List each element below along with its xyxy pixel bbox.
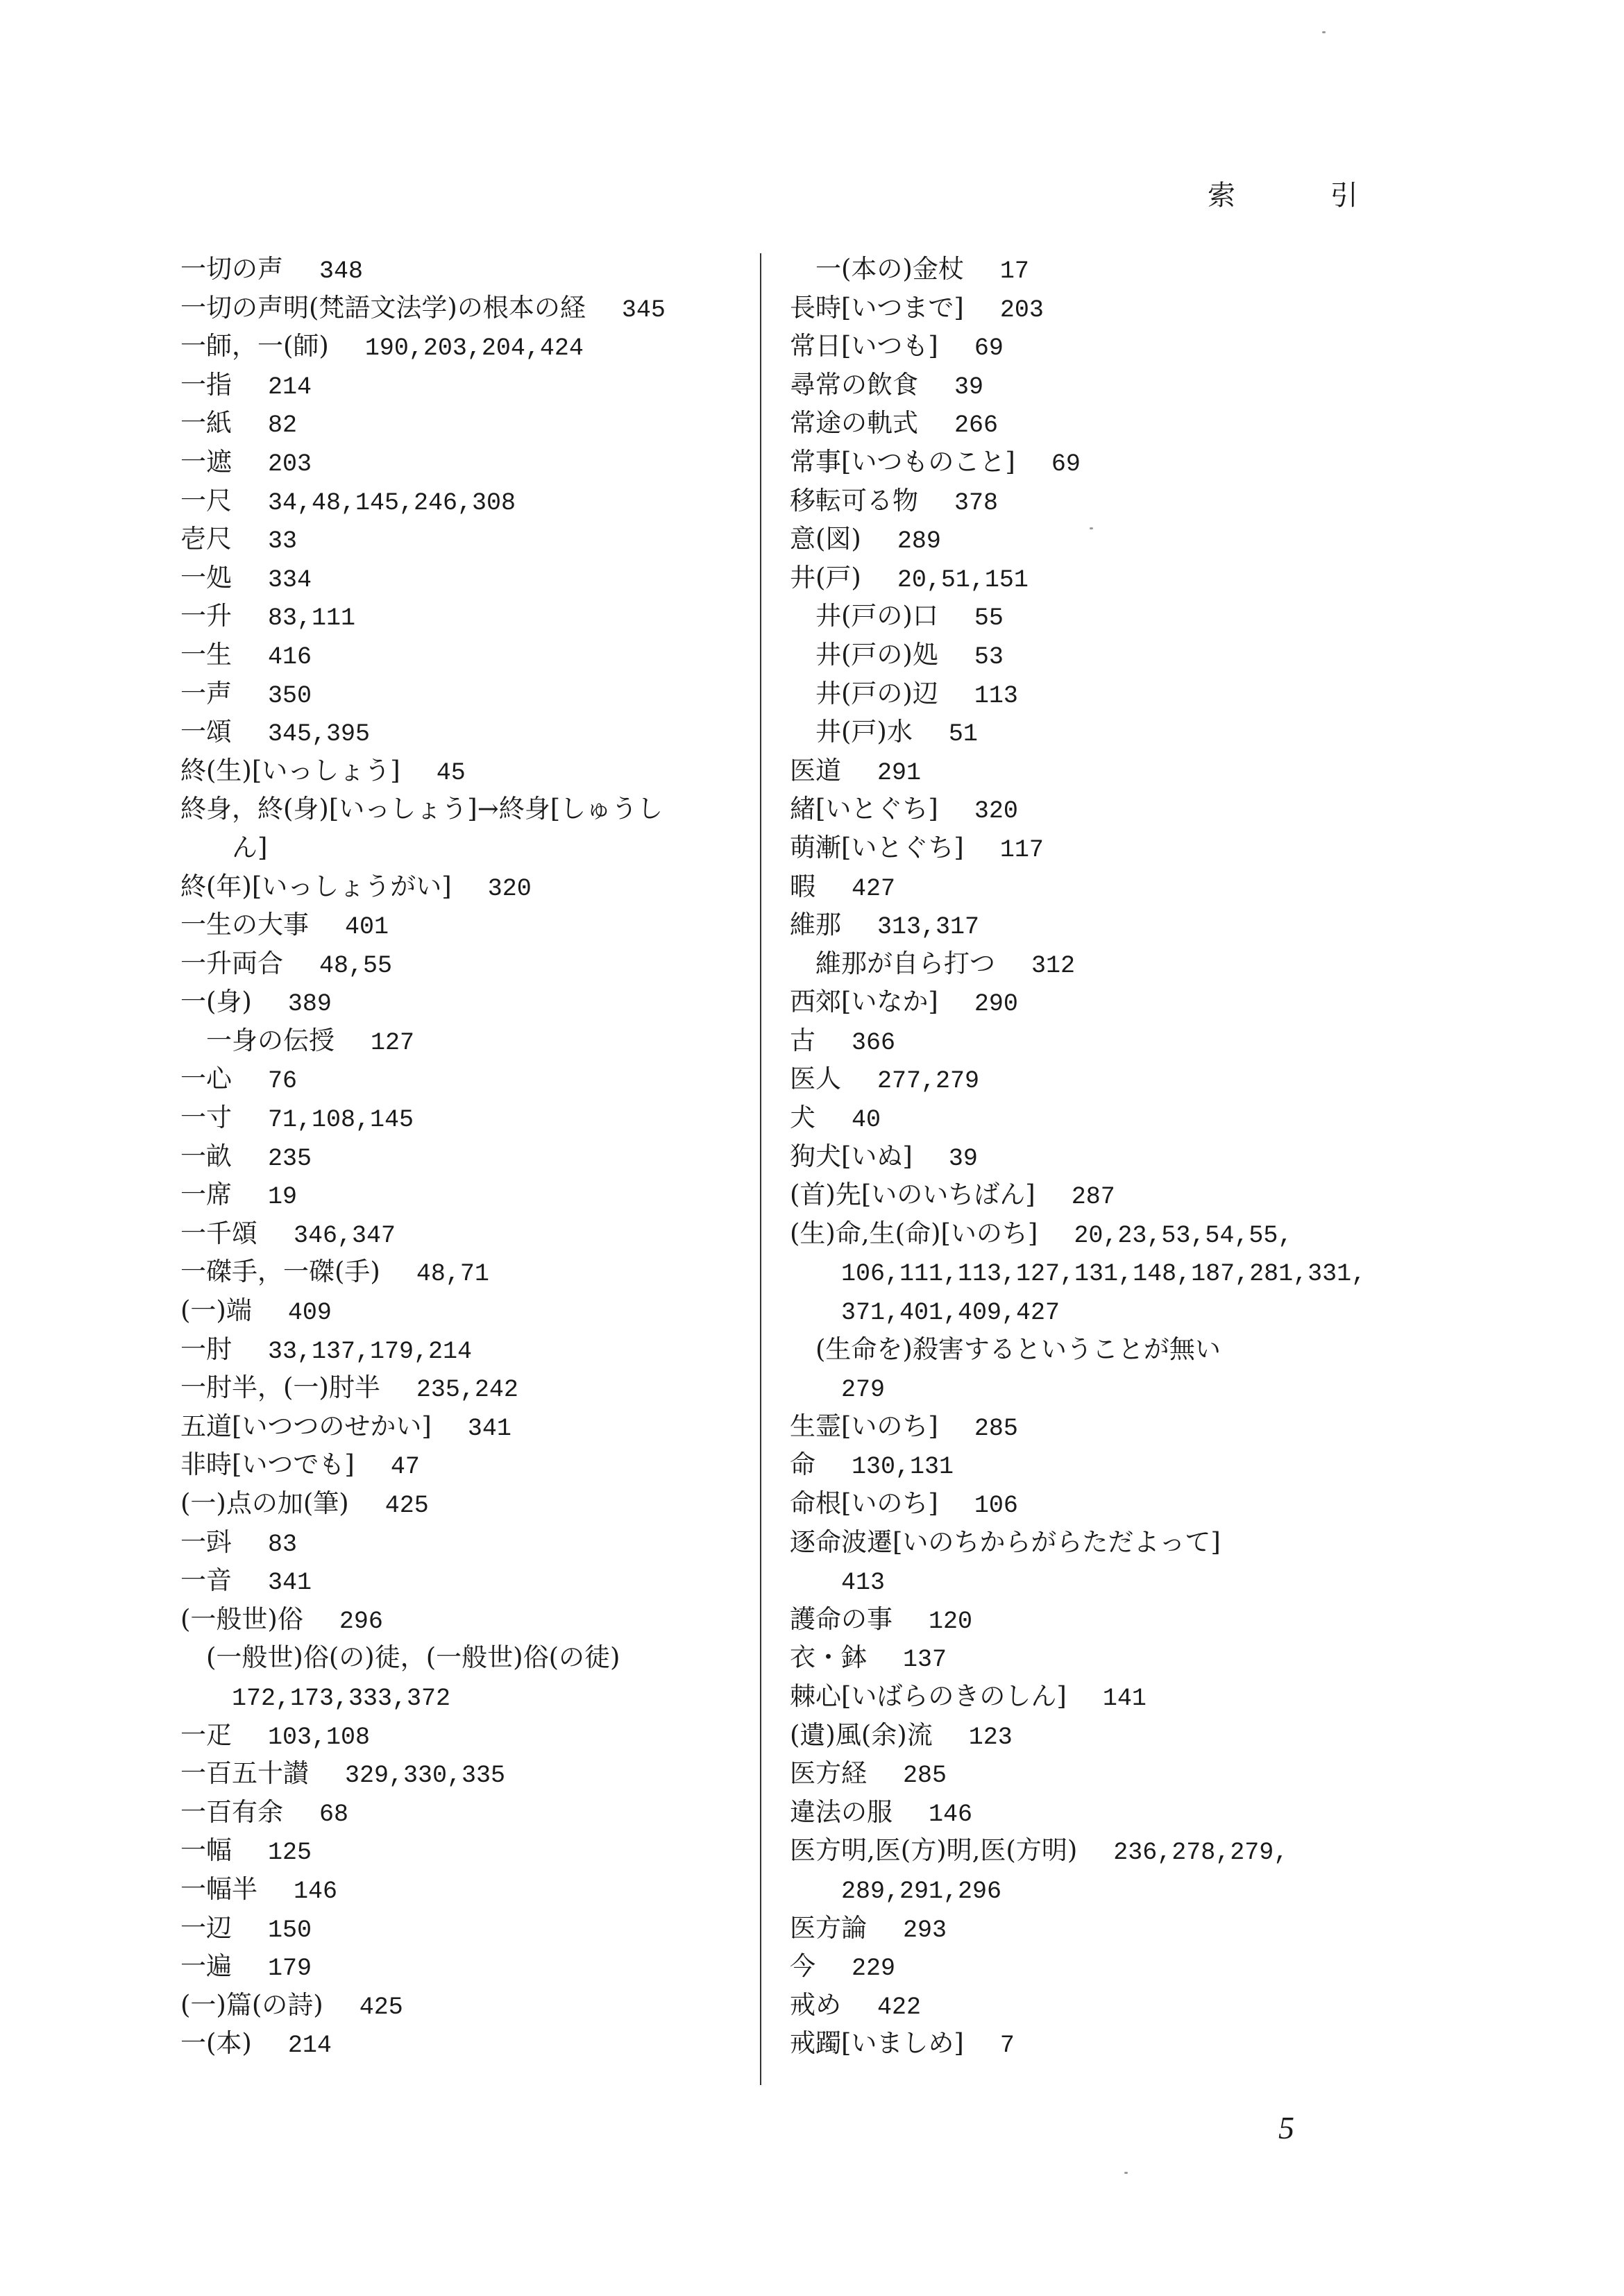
index-pages: 106 bbox=[974, 1492, 1018, 1520]
index-entry bbox=[790, 1060, 1359, 1098]
index-entry bbox=[790, 674, 1359, 713]
index-pages: 33 bbox=[268, 527, 298, 556]
index-pages: 103,108 bbox=[268, 1723, 371, 1751]
index-entry bbox=[790, 559, 1359, 597]
index-pages: 312 bbox=[1031, 951, 1076, 980]
index-entry bbox=[180, 751, 750, 790]
index-entry bbox=[180, 1793, 750, 1832]
index-term: 一肘 bbox=[180, 1334, 232, 1364]
index-entry bbox=[180, 1638, 750, 1677]
index-entry bbox=[180, 1986, 750, 2025]
index-entry bbox=[180, 1021, 750, 1060]
index-pages: 130,131 bbox=[852, 1453, 954, 1481]
index-entry bbox=[180, 867, 750, 906]
index-term: 尋常の飲食 bbox=[790, 369, 918, 400]
index-term: 意(図) bbox=[790, 524, 861, 554]
index-pages: 416 bbox=[268, 643, 312, 671]
index-term: (一)点の加(筆) bbox=[180, 1488, 349, 1518]
page-header: 索 引 bbox=[1208, 180, 1401, 212]
index-entry bbox=[790, 1986, 1359, 2025]
index-entry bbox=[790, 1368, 1359, 1407]
index-term: 一升両合 bbox=[180, 948, 283, 978]
index-entry bbox=[790, 1754, 1359, 1793]
index-entry bbox=[180, 597, 750, 636]
index-entry bbox=[790, 713, 1359, 751]
index-pages: 296 bbox=[339, 1607, 383, 1635]
index-pages: 125 bbox=[268, 1839, 312, 1867]
index-entry bbox=[790, 1793, 1359, 1832]
index-entry bbox=[790, 1523, 1359, 1562]
index-term: 移転可る物 bbox=[790, 485, 918, 516]
index-term: ん] bbox=[232, 832, 268, 862]
index-term: 医方経 bbox=[790, 1758, 867, 1789]
index-entry bbox=[790, 751, 1359, 790]
index-term: 医人 bbox=[790, 1064, 841, 1094]
index-entry bbox=[180, 1677, 750, 1716]
index-term: 一升 bbox=[180, 601, 232, 631]
index-entry bbox=[790, 790, 1359, 828]
index-term: 一肘半，(一)肘半 bbox=[180, 1372, 380, 1403]
index-pages: 141 bbox=[1102, 1684, 1147, 1712]
index-term: 維那 bbox=[790, 910, 841, 940]
index-term: 一生 bbox=[180, 639, 232, 670]
index-pages: 48,55 bbox=[319, 951, 393, 980]
index-term: 非時[いつでも] bbox=[180, 1449, 355, 1480]
index-term: 逐命波遷[いのちからがらただよって] bbox=[790, 1527, 1221, 1557]
index-pages: 69 bbox=[1051, 450, 1081, 478]
index-term: 一切の声明(梵語文法学)の根本の経 bbox=[180, 292, 586, 323]
index-term: 一幅半 bbox=[180, 1873, 257, 1904]
index-term: 一遮 bbox=[180, 446, 232, 477]
index-pages: 341 bbox=[268, 1569, 312, 1597]
index-entry bbox=[180, 1754, 750, 1793]
index-entry bbox=[180, 1291, 750, 1330]
index-entry bbox=[790, 1600, 1359, 1639]
index-pages: 106,111,113,127,131,148,187,281,331, bbox=[841, 1260, 1367, 1289]
index-entry bbox=[180, 1484, 750, 1523]
index-pages: 120 bbox=[929, 1607, 973, 1635]
index-entry bbox=[180, 636, 750, 674]
index-term: 一(本の)金杖 bbox=[815, 254, 964, 284]
index-pages: 350 bbox=[268, 681, 312, 710]
index-term: 護命の事 bbox=[790, 1604, 893, 1634]
index-term: 戒躅[いましめ] bbox=[790, 2028, 964, 2059]
index-pages: 48,71 bbox=[416, 1260, 489, 1289]
index-term: 一疋 bbox=[180, 1719, 232, 1750]
index-term: 暇 bbox=[790, 871, 815, 901]
index-pages: 236,278,279, bbox=[1113, 1839, 1289, 1867]
index-entry bbox=[790, 1947, 1359, 1986]
index-entry bbox=[790, 828, 1359, 867]
index-entry bbox=[180, 828, 750, 867]
index-term: 古 bbox=[790, 1025, 815, 1055]
index-pages: 117 bbox=[999, 835, 1044, 864]
index-pages: 346,347 bbox=[294, 1221, 396, 1250]
index-term: 一生の大事 bbox=[180, 910, 309, 940]
index-pages: 20,23,53,54,55, bbox=[1074, 1221, 1293, 1250]
index-term: 一千頌 bbox=[180, 1218, 257, 1248]
index-term: 終(生)[いっしょう] bbox=[180, 755, 400, 785]
index-term: 井(戸) bbox=[790, 562, 861, 593]
index-entry bbox=[180, 482, 750, 520]
index-term: 狗犬[いぬ] bbox=[790, 1141, 913, 1171]
index-entry bbox=[180, 983, 750, 1021]
index-pages: 39 bbox=[948, 1144, 978, 1173]
index-term: 一指 bbox=[180, 369, 232, 400]
index-pages: 146 bbox=[294, 1877, 338, 1905]
index-pages: 290 bbox=[974, 990, 1018, 1019]
index-term: (生命を)殺害するということが無い bbox=[815, 1334, 1221, 1364]
index-entry bbox=[180, 2024, 750, 2063]
index-pages: 146 bbox=[929, 1800, 973, 1828]
index-entry bbox=[180, 1870, 750, 1909]
index-entry bbox=[180, 520, 750, 559]
index-pages: 137 bbox=[903, 1646, 947, 1674]
index-pages: 371,401,409,427 bbox=[841, 1299, 1060, 1327]
index-pages: 266 bbox=[954, 411, 999, 440]
index-term: 一心 bbox=[180, 1064, 232, 1094]
index-term: 棘心[いばらのきのしん] bbox=[790, 1681, 1067, 1711]
index-pages: 229 bbox=[852, 1955, 896, 1983]
index-term: 犬 bbox=[790, 1103, 815, 1133]
index-pages: 17 bbox=[999, 257, 1029, 285]
index-entry bbox=[790, 2024, 1359, 2063]
index-pages: 53 bbox=[974, 643, 1004, 671]
index-entry bbox=[790, 1175, 1359, 1214]
index-entry bbox=[790, 1021, 1359, 1060]
index-entry bbox=[180, 559, 750, 597]
index-entry bbox=[180, 944, 750, 983]
left-index-column bbox=[180, 250, 750, 2063]
index-entry bbox=[790, 1214, 1359, 1253]
index-pages: 378 bbox=[954, 488, 999, 517]
index-entry bbox=[790, 597, 1359, 636]
index-pages: 235 bbox=[268, 1144, 312, 1173]
index-term: 一百有余 bbox=[180, 1796, 283, 1827]
index-term: 医方明,医(方)明,医(方明) bbox=[790, 1835, 1078, 1866]
index-pages: 76 bbox=[268, 1067, 298, 1096]
index-term: 一処 bbox=[180, 562, 232, 593]
index-pages: 320 bbox=[487, 874, 532, 903]
index-entry bbox=[790, 905, 1359, 944]
index-pages: 313,317 bbox=[877, 913, 980, 942]
index-entry bbox=[180, 1716, 750, 1755]
index-pages: 341 bbox=[467, 1414, 511, 1443]
index-pages: 69 bbox=[974, 334, 1004, 363]
index-pages: 179 bbox=[268, 1955, 312, 1983]
index-term: 常途の軌式 bbox=[790, 408, 918, 439]
index-term: 萌漸[いとぐち] bbox=[790, 832, 964, 862]
index-entry bbox=[790, 1831, 1359, 1870]
index-term: (一般世)俗 bbox=[180, 1604, 303, 1634]
index-entry bbox=[180, 1407, 750, 1446]
index-pages: 289,291,296 bbox=[841, 1877, 1002, 1905]
index-entry bbox=[180, 1368, 750, 1407]
index-pages: 7 bbox=[999, 2032, 1015, 2060]
index-term: 衣・鉢 bbox=[790, 1642, 867, 1673]
index-entry bbox=[180, 1561, 750, 1600]
index-pages: 83,111 bbox=[268, 604, 356, 633]
index-term: 井(戸)水 bbox=[815, 717, 913, 747]
index-pages: 71,108,145 bbox=[268, 1106, 414, 1134]
index-term: 生霊[いのち] bbox=[790, 1411, 938, 1441]
index-term: (一)篇(の詩) bbox=[180, 1989, 323, 2020]
index-pages: 113 bbox=[974, 681, 1018, 710]
index-term: (生)命,生(命)[いのち] bbox=[790, 1218, 1038, 1248]
index-pages: 20,51,151 bbox=[897, 566, 1029, 594]
index-pages: 285 bbox=[903, 1762, 947, 1790]
index-term: 一(本) bbox=[180, 2028, 252, 2059]
index-pages: 39 bbox=[954, 373, 984, 401]
index-pages: 82 bbox=[268, 411, 298, 440]
index-pages: 287 bbox=[1071, 1183, 1115, 1211]
index-entry bbox=[180, 1137, 750, 1176]
index-pages: 34,48,145,246,308 bbox=[268, 488, 516, 517]
index-entry bbox=[180, 905, 750, 944]
page-number: 5 bbox=[1278, 2110, 1294, 2145]
index-pages: 345,395 bbox=[268, 720, 371, 749]
index-term: 一席 bbox=[180, 1180, 232, 1210]
index-term: 命根[いのち] bbox=[790, 1488, 938, 1518]
index-entry bbox=[790, 1638, 1359, 1677]
index-entry bbox=[180, 790, 750, 828]
index-pages: 293 bbox=[903, 1916, 947, 1944]
index-pages: 291 bbox=[877, 758, 922, 787]
scan-speck bbox=[1124, 2172, 1128, 2174]
index-term: 一磔手，一磔(手) bbox=[180, 1257, 380, 1287]
index-entry bbox=[790, 366, 1359, 405]
index-term: 一(身) bbox=[180, 987, 252, 1017]
scan-speck bbox=[1322, 31, 1326, 33]
index-pages: 329,330,335 bbox=[345, 1762, 506, 1790]
index-pages: 55 bbox=[974, 604, 1004, 633]
index-pages: 214 bbox=[268, 373, 312, 401]
index-term: 一辺 bbox=[180, 1912, 232, 1943]
index-term: 一幅 bbox=[180, 1835, 232, 1866]
scan-speck bbox=[1090, 527, 1093, 529]
index-pages: 345 bbox=[621, 296, 666, 324]
index-entry bbox=[180, 1523, 750, 1562]
index-entry bbox=[790, 983, 1359, 1021]
index-entry bbox=[790, 1716, 1359, 1755]
index-pages: 203 bbox=[999, 296, 1044, 324]
index-term: 一畝 bbox=[180, 1141, 232, 1171]
index-entry bbox=[790, 1445, 1359, 1484]
index-entry bbox=[790, 1909, 1359, 1948]
index-term: 長時[いつまで] bbox=[790, 292, 964, 323]
index-entry bbox=[180, 1600, 750, 1639]
index-pages: 425 bbox=[359, 1993, 403, 2021]
index-term: 一紙 bbox=[180, 408, 232, 439]
right-index-column bbox=[790, 250, 1367, 2063]
index-entry bbox=[180, 1445, 750, 1484]
index-entry bbox=[790, 1291, 1359, 1330]
index-pages: 203 bbox=[268, 450, 312, 478]
index-term: 一百五十讃 bbox=[180, 1758, 309, 1789]
index-term: 維那が自ら打つ bbox=[815, 948, 995, 978]
index-entry bbox=[180, 674, 750, 713]
index-pages: 285 bbox=[974, 1414, 1018, 1443]
index-term: (首)先[いのいちばん] bbox=[790, 1180, 1035, 1210]
index-entry bbox=[180, 1098, 750, 1137]
index-pages: 425 bbox=[384, 1492, 429, 1520]
index-term: 一㪷 bbox=[180, 1527, 232, 1557]
index-pages: 51 bbox=[948, 720, 978, 749]
index-entry bbox=[790, 1561, 1359, 1600]
index-pages: 235,242 bbox=[416, 1376, 518, 1404]
index-term: 一切の声 bbox=[180, 254, 283, 284]
index-term: 緒[いとぐち] bbox=[790, 794, 938, 824]
index-term: 一尺 bbox=[180, 485, 232, 516]
index-entry bbox=[180, 713, 750, 751]
index-term: 戒め bbox=[790, 1989, 841, 2020]
index-entry bbox=[790, 944, 1359, 983]
index-pages: 289 bbox=[897, 527, 941, 556]
index-term: 一師，一(師) bbox=[180, 331, 329, 362]
index-term: 命 bbox=[790, 1449, 815, 1480]
index-pages: 348 bbox=[319, 257, 364, 285]
index-term: 井(戸の)辺 bbox=[815, 678, 938, 708]
index-term: 今 bbox=[790, 1951, 815, 1982]
column-divider bbox=[760, 253, 761, 2085]
index-term: 一頌 bbox=[180, 717, 232, 747]
index-pages: 190,203,204,424 bbox=[364, 334, 584, 363]
index-term: 医方論 bbox=[790, 1912, 867, 1943]
index-term: 違法の服 bbox=[790, 1796, 893, 1827]
index-entry bbox=[180, 1175, 750, 1214]
index-term: (遺)風(余)流 bbox=[790, 1719, 933, 1750]
index-term: 一音 bbox=[180, 1565, 232, 1596]
index-pages: 83 bbox=[268, 1530, 298, 1558]
index-entry bbox=[180, 1947, 750, 1986]
index-term: 医道 bbox=[790, 755, 841, 785]
index-pages: 389 bbox=[287, 990, 332, 1019]
index-term: (一)端 bbox=[180, 1295, 252, 1326]
index-pages: 427 bbox=[852, 874, 896, 903]
index-pages: 401 bbox=[345, 913, 389, 942]
index-term: 井(戸の)処 bbox=[815, 639, 938, 670]
index-entry bbox=[180, 443, 750, 482]
index-term: 壱尺 bbox=[180, 524, 232, 554]
index-term: 常事[いつものこと] bbox=[790, 446, 1015, 477]
index-term: 一寸 bbox=[180, 1103, 232, 1133]
index-entry bbox=[180, 1831, 750, 1870]
index-term: 西郊[いなか] bbox=[790, 987, 938, 1017]
index-entry bbox=[180, 1252, 750, 1291]
index-entry bbox=[790, 636, 1359, 674]
index-term: 五道[いつつのせかい] bbox=[180, 1411, 432, 1441]
index-entry bbox=[180, 366, 750, 405]
index-entry bbox=[180, 289, 750, 328]
index-entry bbox=[180, 1909, 750, 1948]
index-pages: 277,279 bbox=[877, 1067, 980, 1096]
index-entry bbox=[790, 482, 1359, 520]
index-pages: 320 bbox=[974, 797, 1018, 826]
index-pages: 123 bbox=[968, 1723, 1013, 1751]
index-term: 一遍 bbox=[180, 1951, 232, 1982]
index-entry bbox=[180, 250, 750, 289]
index-entry bbox=[790, 1330, 1359, 1369]
index-entry bbox=[180, 1214, 750, 1253]
index-entry bbox=[790, 1098, 1359, 1137]
index-pages: 334 bbox=[268, 566, 312, 594]
index-entry bbox=[790, 443, 1359, 482]
index-pages: 68 bbox=[319, 1800, 349, 1828]
index-term: 一身の伝授 bbox=[206, 1025, 335, 1055]
index-pages: 409 bbox=[287, 1299, 332, 1327]
index-entry bbox=[790, 1407, 1359, 1446]
index-pages: 45 bbox=[436, 758, 466, 787]
index-entry bbox=[790, 1252, 1367, 1291]
index-term: 一声 bbox=[180, 678, 232, 708]
index-entry bbox=[790, 1870, 1359, 1909]
index-term: 終(年)[いっしょうがい] bbox=[180, 871, 452, 901]
index-pages: 19 bbox=[268, 1183, 298, 1211]
index-pages: 413 bbox=[841, 1569, 886, 1597]
index-entry bbox=[790, 1677, 1359, 1716]
index-pages: 366 bbox=[852, 1028, 896, 1057]
index-pages: 40 bbox=[852, 1106, 881, 1134]
index-entry bbox=[790, 1137, 1359, 1176]
index-pages: 172,173,333,372 bbox=[232, 1684, 451, 1712]
index-entry bbox=[790, 289, 1359, 328]
index-entry bbox=[180, 327, 750, 366]
index-entry bbox=[180, 404, 750, 443]
index-pages: 150 bbox=[268, 1916, 312, 1944]
index-pages: 127 bbox=[371, 1028, 415, 1057]
index-entry bbox=[790, 867, 1359, 906]
index-entry bbox=[790, 1484, 1359, 1523]
index-pages: 33,137,179,214 bbox=[268, 1337, 473, 1366]
index-term: 終身，終(身)[いっしょう]→終身[しゅうし bbox=[180, 794, 663, 824]
index-term: (一般世)俗(の)徒，(一般世)俗(の徒) bbox=[206, 1642, 620, 1673]
index-term: 常日[いつも] bbox=[790, 331, 938, 362]
index-pages: 279 bbox=[841, 1376, 886, 1404]
index-pages: 422 bbox=[877, 1993, 922, 2021]
index-pages: 214 bbox=[287, 2032, 332, 2060]
index-pages: 47 bbox=[390, 1453, 420, 1481]
index-entry bbox=[790, 520, 1359, 559]
index-entry bbox=[790, 250, 1359, 289]
index-entry bbox=[180, 1060, 750, 1098]
index-entry bbox=[180, 1330, 750, 1369]
index-entry bbox=[790, 404, 1359, 443]
index-entry bbox=[790, 327, 1359, 366]
index-term: 井(戸の)口 bbox=[815, 601, 938, 631]
